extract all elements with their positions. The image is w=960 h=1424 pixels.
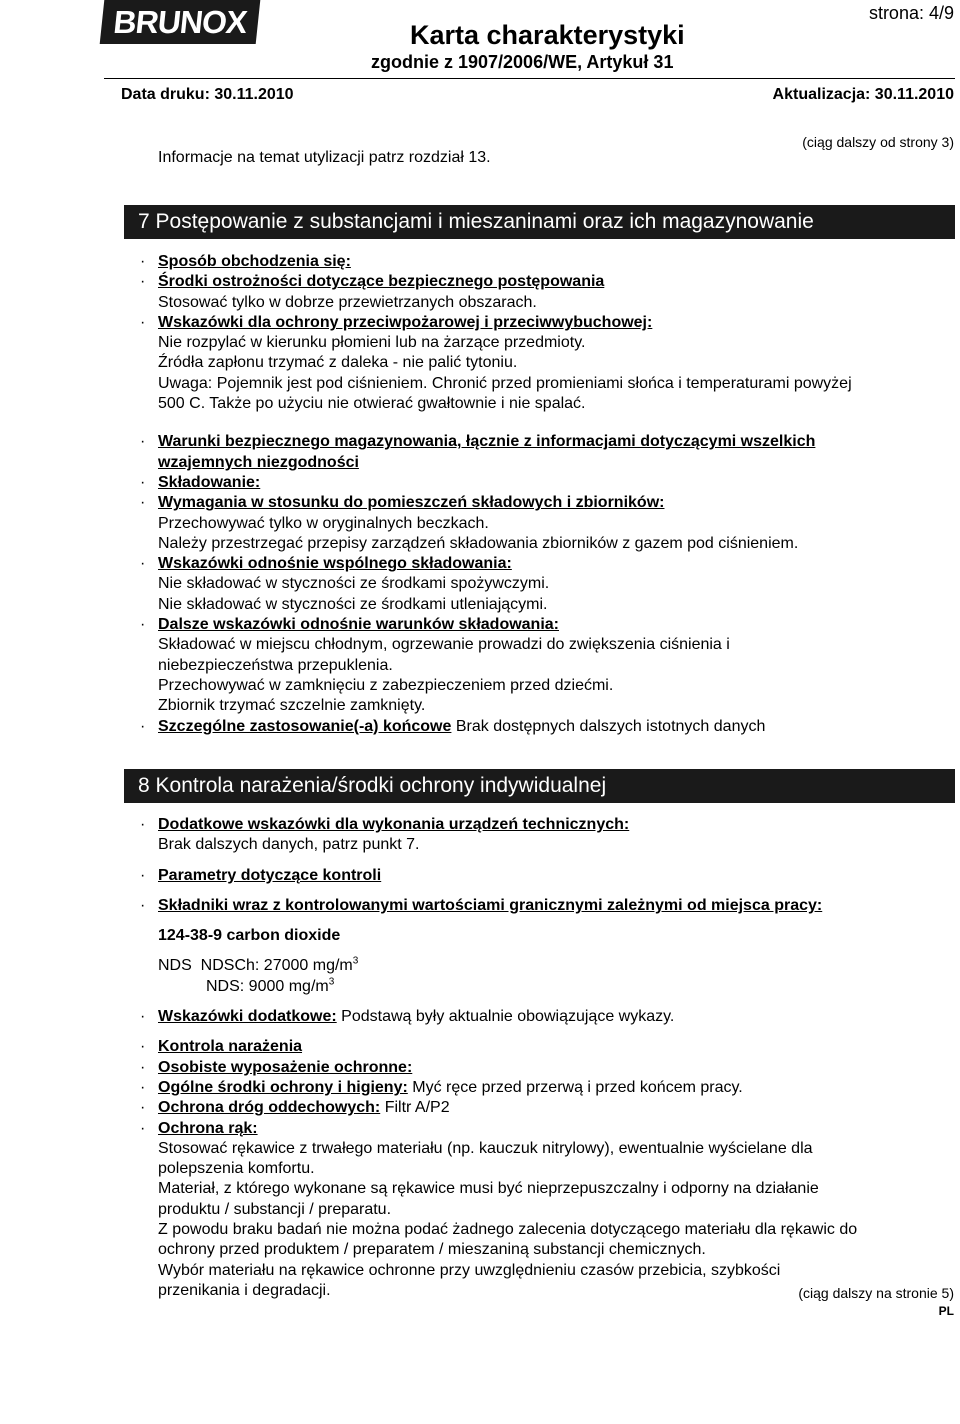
body-text: Nie składować w styczności ze środkami spożywczymi. [158,575,550,593]
section-7-heading: 7 Postępowanie z substancjami i mieszaninami oraz ich magazynowanie [124,205,955,239]
disposal-note: Informacje na temat utylizacji patrz rozdział 13. [158,149,491,166]
update-date: Aktualizacja: 30.11.2010 [772,86,954,103]
print-date: Data druku: 30.11.2010 [121,86,294,103]
header-divider [104,78,955,79]
substance-name: 124-38-9 carbon dioxide [158,927,341,945]
list-item: · Środki ostrożności dotyczące bezpiecznego postępowania [140,273,605,291]
list-item: · Kontrola narażenia [140,1038,303,1056]
body-text: niebezpieczeństwa przepuklenia. [158,656,393,674]
list-item: · Wskazówki dodatkowe: Podstawą były aktualnie obowiązujące wykazy. [140,1008,675,1026]
list-item: · Sposób obchodzenia się: [140,253,351,270]
body-text: 500 C. Także po użyciu nie otwierać gwałtownie i nie spalać. [158,395,586,413]
page-number: strona: 4/9 [868,3,954,23]
list-item: · Składniki wraz z kontrolowanymi wartościami granicznymi zależnymi od miejsca pracy: [140,896,823,914]
list-item: · Ogólne środki ochrony i higieny: Myć ręce przed przerwą i przed końcem pracy. [140,1078,743,1096]
body-text: Stosować tylko w dobrze przewietrzanych obszarach. [158,293,537,311]
document-title: Karta charakterystyki [410,20,685,50]
body-text: Przechowywać tylko w oryginalnych beczkach. [158,514,489,532]
body-text: Brak dalszych danych, patrz punkt 7. [158,836,420,854]
body-text: polepszenia komfortu. [158,1160,315,1178]
language-code: PL [938,1304,954,1318]
body-text: produktu / substancji / preparatu. [158,1200,392,1218]
list-item: · Ochrona dróg oddechowych: Filtr A/P2 [140,1099,450,1117]
section-8-body [140,815,955,1301]
body-text: Należy przestrzegać przepisy zarządzeń składowania zbiorników z gazem pod ciśnieniem. [158,534,799,552]
body-text: Nie rozpylać w kierunku płomieni lub na żarzące przedmioty. [158,334,586,352]
continued-to-note: (ciąg dalszy na stronie 5) [798,1285,954,1301]
body-text: Źródła zapłonu trzymać z daleka - nie palić tytoniu. [158,354,518,372]
limit-nds: NDS: 9000 $mg/m^3$ [206,976,335,995]
list-item: · Parametry dotyczące kontroli [140,866,382,884]
body-text: Nie składować w styczności ze środkami utleniającymi. [158,595,548,613]
limit-ndsch: NDS NDSCh: 27000 $mg/m^3$ [158,956,359,975]
body-text: Składować w miejscu chłodnym, ogrzewanie prowadzi do zwiększenia ciśnienia i [158,636,730,654]
section-7-body [140,252,955,737]
body-text: Wybór materiału na rękawice ochronne przy uwzględnieniu czasów przebicia, szybkości [158,1261,781,1279]
body-text: ochrony przed produktem / preparatem / mieszaniną substancji chemicznych. [158,1241,706,1259]
list-item: · Szczególne zastosowanie(-a) końcowe Brak dostępnych dalszych istotnych danych [140,717,766,735]
body-text: Zbiornik trzymać szczelnie zamknięty. [158,697,426,715]
list-item: · Dalsze wskazówki odnośnie warunków składowania: [140,616,559,634]
body-text: przenikania i degradacji. [158,1281,331,1299]
body-text: Uwaga: Pojemnik jest pod ciśnieniem. Chronić przed promieniami słońca i temperaturami powyżej [158,374,852,392]
list-item: · Wymagania w stosunku do pomieszczeń składowych i zbiorników: [140,494,665,512]
list-item: · Dodatkowe wskazówki dla wykonania urządzeń technicznych: [140,816,630,833]
list-item: · Ochrona rąk: [140,1119,258,1137]
body-text: Stosować rękawice z trwałego materiału (np. kauczuk nitrylowy), ewentualnie wyścielane dla [158,1139,813,1157]
section-8-heading: 8 Kontrola narażenia/środki ochrony indywidualnej [124,769,955,803]
list-item-continuation: wzajemnych niezgodności [158,453,359,471]
body-text: Z powodu braku badań nie można podać żadnego zalecenia dotyczącego materiału dla rękawic do [158,1221,858,1239]
body-text: Przechowywać w zamknięciu z zabezpieczeniem przed dziećmi. [158,676,614,694]
brand-logo: BRUNOX [100,0,261,44]
document-subtitle: zgodnie z 1907/2006/WE, Artykuł 31 [371,52,674,72]
body-text: Materiał, z którego wykonane są rękawice musi być nieprzepuszczalny i odporny na działanie [158,1180,819,1198]
list-item: · Osobiste wyposażenie ochronne: [140,1058,413,1076]
list-item: · Warunki bezpiecznego magazynowania, łącznie z informacjami dotyczącymi wszelkich [140,433,816,451]
list-item: · Wskazówki dla ochrony przeciwpożarowej i przeciwwybuchowej: [140,313,653,331]
list-item: · Składowanie: [140,473,261,491]
continued-from-note: (ciąg dalszy od strony 3) [802,134,954,150]
list-item: · Wskazówki odnośnie wspólnego składowania: [140,555,512,573]
